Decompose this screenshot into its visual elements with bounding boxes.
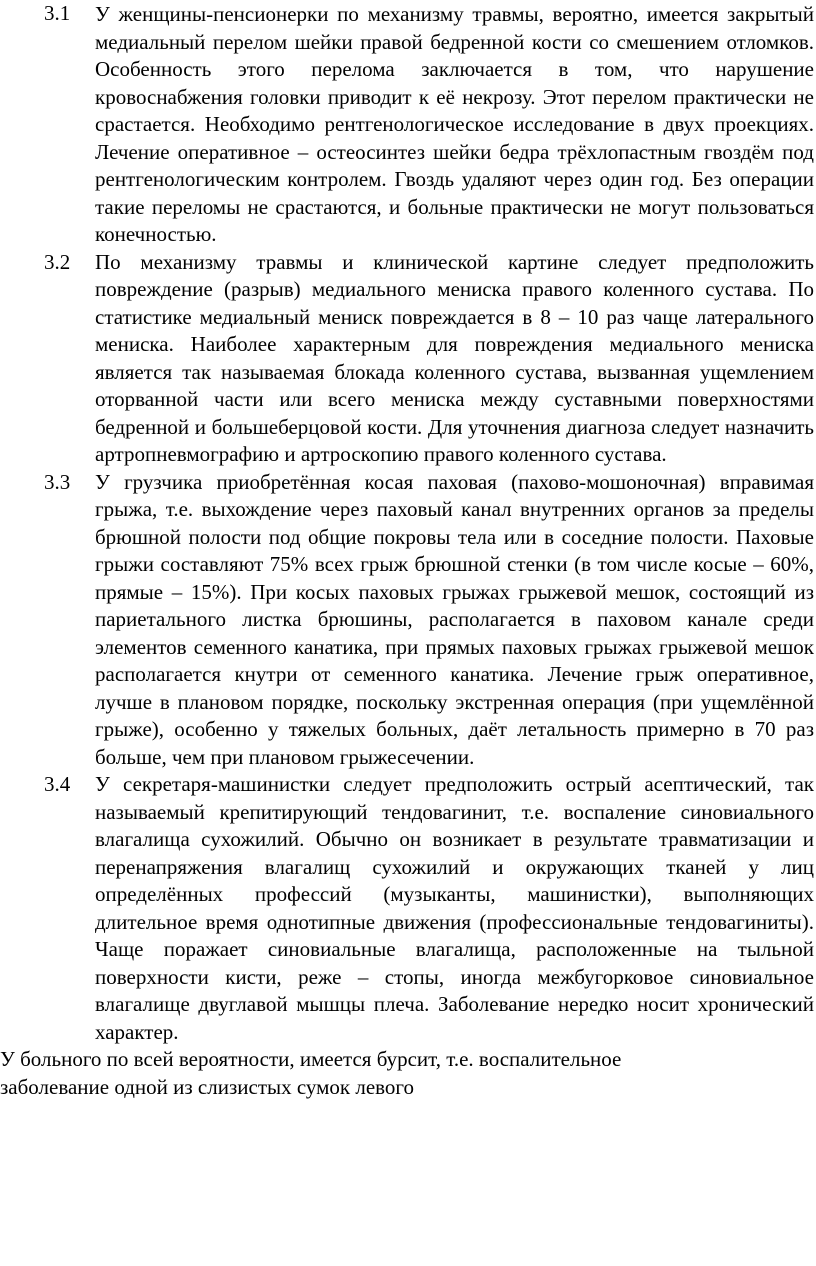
list-item [0,249,816,469]
item-number: 3.1 [44,1,71,25]
trailing-paragraph-line: заболевание одной из слизистых сумок левого [0,1074,415,1099]
item-text: У секретаря-машинистки следует предположить острый асептический, так называемый крепитирующий тендовагинит, т.е. воспаление синовиального влагалища сухожилий. Обычно он возникает в результате травматизации и перенапряжения влагалищ сухожилий и окружающих тканей у лиц определённых профессий (музыканты, машинистки), выполняющих длительное время однотипные движения (профессиональные тендовагиниты). Чаще поражает синовиальные влагалища, расположенные на тыльной поверхности кисти, реже – стопы, иногда межбугорковое синовиальное влагалище двуглавой мышцы плеча. Заболевание нередко носит хронический характер. [95,772,814,1044]
item-text: У грузчика приобретённая косая паховая (пахово-мошоночная) вправимая грыжа, т.е. выхождение через паховый канал внутренних органов за пределы брюшной полости под общие покровы тела или в соседние полости. Паховые грыжи составляют 75% всех грыж брюшной стенки (в том числе косые – 60%, прямые – 15%). При косых паховых грыжах грыжевой мешок, состоящий из париетального листка брюшины, располагается в паховом канале среди элементов семенного канатика, при прямых паховых грыжах грыжевой мешок располагается кнутри от семенного канатика. Лечение грыж оперативное, лучше в плановом порядке, поскольку экстренная операция (при ущемлённой грыже), особенно у тяжелых больных, даёт летальность примерно в 70 раз больше, чем при плановом грыжесечении. [95,469,814,769]
item-text: У женщины-пенсионерки по механизму травмы, вероятно, имеется закрытый медиальный перелом шейки правой бедренной кости со смешением отломков. Особенность этого перелома заключается в том, что нарушение кровоснабжения головки приводит к её некрозу. Этот перелом практически не срастается. Необходимо рентгенологическое исследование в двух проекциях. Лечение оперативное – остеосинтез шейки бедра трёхлопастным гвоздём под рентгенологическим контролем. Гвоздь удаляют через один год. Без операции такие переломы не срастаются, и больные практически не могут пользоваться конечностью. [95,2,814,246]
list-item [0,771,816,1046]
item-number: 3.4 [44,772,71,796]
list-item [0,469,816,772]
item-number: 3.2 [44,249,71,274]
trailing-paragraph-line: У больного по всей вероятности, имеется бурсит, т.е. воспалительное [0,1047,622,1071]
list-item [0,0,816,249]
item-number: 3.3 [44,469,71,494]
item-text: По механизму травмы и клинической картине следует предположить повреждение (разрыв) медиального мениска правого коленного сустава. По статистике медиальный мениск повреждается в 8 – 10 раз чаще латерального мениска. Наиболее характерным для повреждения медиального мениска является так называемая блокада коленного сустава, вызванная ущемлением оторванной части или всего мениска между суставными поверхностями бедренной и большеберцовой кости. Для уточнения диагноза следует назначить артропневмографию и артроскопию правого коленного сустава. [95,249,814,466]
